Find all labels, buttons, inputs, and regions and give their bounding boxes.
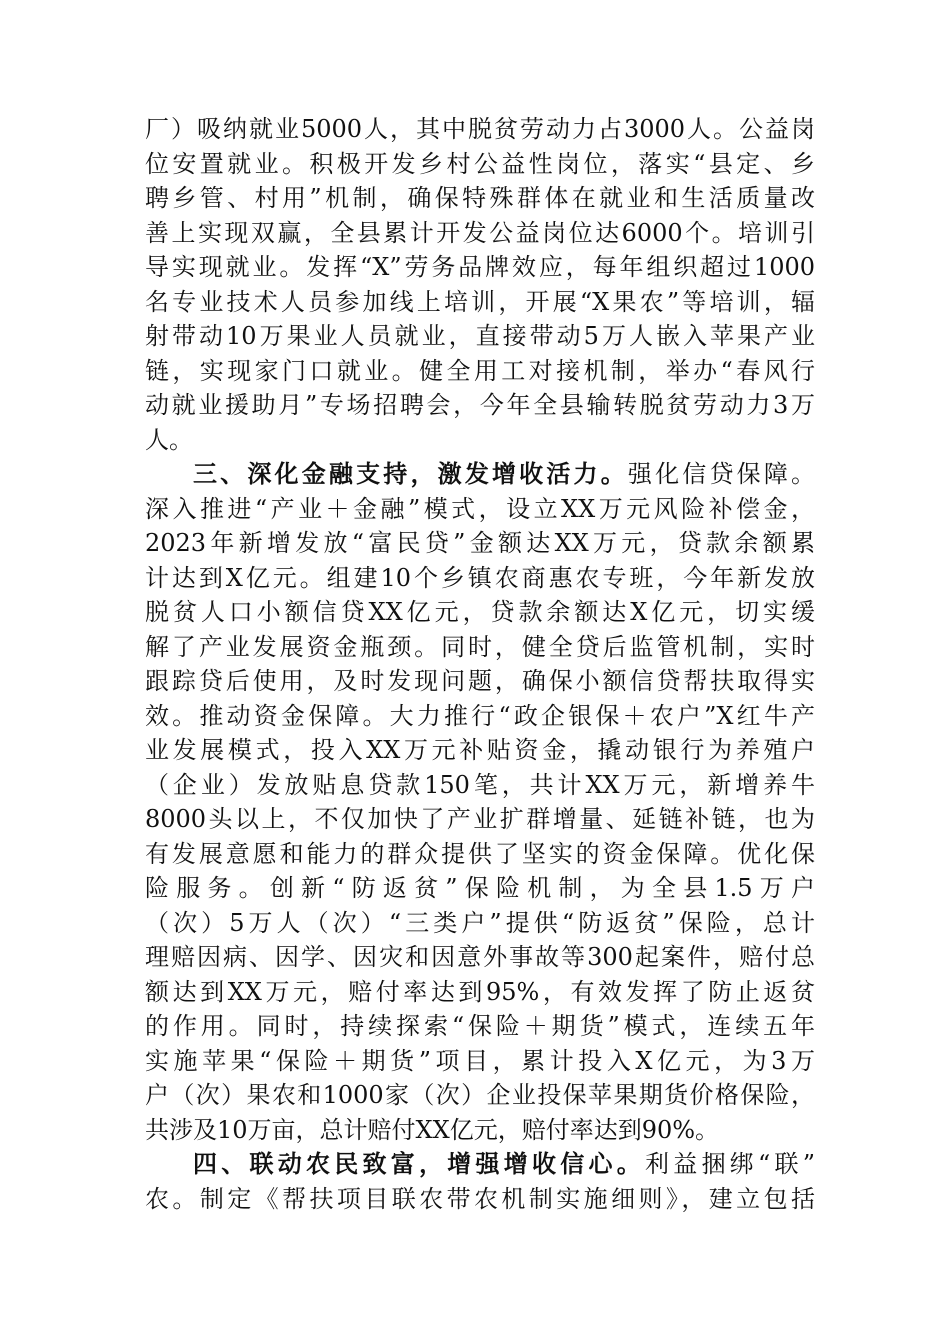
text-line: 险服务。创新“防返贫”保险机制，为全县1.5万户 — [145, 874, 815, 902]
text-line: 脱贫人口小额信贷XX亿元，贷款余额达X亿元，切实缓 — [145, 598, 815, 626]
text-line: （企业）发放贴息贷款150笔，共计XX万元，新增养牛 — [145, 770, 815, 799]
text-line: 厂）吸纳就业5000人，其中脱贫劳动力占3000人。公益岗 — [145, 115, 815, 143]
text-line: 名专业技术人员参加线上培训，开展“X果农”等培训，辐 — [145, 287, 815, 316]
text-line: 人。 — [145, 425, 193, 454]
text-line: 实施苹果“保险＋期货”项目，累计投入X亿元，为3万 — [145, 1046, 815, 1075]
text-line: 的作用。同时，持续探索“保险＋期货”模式，连续五年 — [145, 1012, 815, 1040]
text-line: 聘乡管、村用”机制，确保特殊群体在就业和生活质量改 — [145, 184, 815, 212]
text-line: 理赔因病、因学、因灾和因意外事故等300起案件，赔付总 — [145, 943, 815, 971]
text-line: （次）5万人（次）“三类户”提供“防返贫”保险，总计 — [145, 908, 815, 937]
text-line: 链，实现家门口就业。健全用工对接机制，举办“春风行 — [145, 356, 815, 385]
text-line: 额达到XX万元，赔付率达到95%，有效发挥了防止返贫 — [145, 977, 815, 1006]
text-line: 射带动10万果业人员就业，直接带动5万人嵌入苹果产业 — [145, 322, 815, 350]
text-line: 有发展意愿和能力的群众提供了坚实的资金保障。优化保 — [145, 839, 815, 868]
text-line: 跟踪贷后使用，及时发现问题，确保小额信贷帮扶取得实 — [145, 667, 815, 695]
text-span: 利益捆绑“联” — [644, 1150, 815, 1178]
text-line: 农。制定《帮扶项目联农带农机制实施细则》，建立包括 — [145, 1184, 815, 1213]
text-line: 深入推进“产业＋金融”模式，设立XX万元风险补偿金， — [145, 494, 815, 523]
section-heading: 三、深化金融支持，激发增收活力。 — [193, 459, 628, 488]
text-line: 共涉及10万亩，总计赔付XX亿元，赔付率达到90%。 — [145, 1115, 720, 1144]
text-line: 位安置就业。积极开发乡村公益性岗位，落实“县定、乡 — [145, 149, 815, 178]
text-line: 户（次）果农和1000家（次）企业投保苹果期货价格保险， — [145, 1081, 815, 1109]
text-span: 强化信贷保障。 — [627, 460, 815, 488]
text-line: 业发展模式，投入XX万元补贴资金，撬动银行为养殖户 — [145, 736, 815, 764]
text-line: 动就业援助月”专场招聘会，今年全县输转脱贫劳动力3万 — [145, 391, 815, 419]
text-line: 8000头以上，不仅加快了产业扩群增量、延链补链，也为 — [145, 805, 815, 833]
text-line: 效。推动资金保障。大力推行“政企银保＋农户”X红牛产 — [145, 701, 815, 730]
text-line: 善上实现双赢，全县累计开发公益岗位达6000个。培训引 — [145, 218, 815, 247]
section-heading-line — [145, 1147, 815, 1182]
text-line: 计达到X亿元。组建10个乡镇农商惠农专班，今年新发放 — [145, 563, 815, 592]
section-heading-line — [145, 457, 815, 492]
document-body — [145, 112, 815, 1216]
text-line: 2023年新增发放“富民贷”金额达XX万元，贷款余额累 — [145, 529, 815, 557]
section-heading: 四、联动农民致富，增强增收信心。 — [193, 1149, 645, 1178]
text-line: 解了产业发展资金瓶颈。同时，健全贷后监管机制，实时 — [145, 632, 815, 661]
text-line: 导实现就业。发挥“X”劳务品牌效应，每年组织超过1000 — [145, 253, 815, 281]
